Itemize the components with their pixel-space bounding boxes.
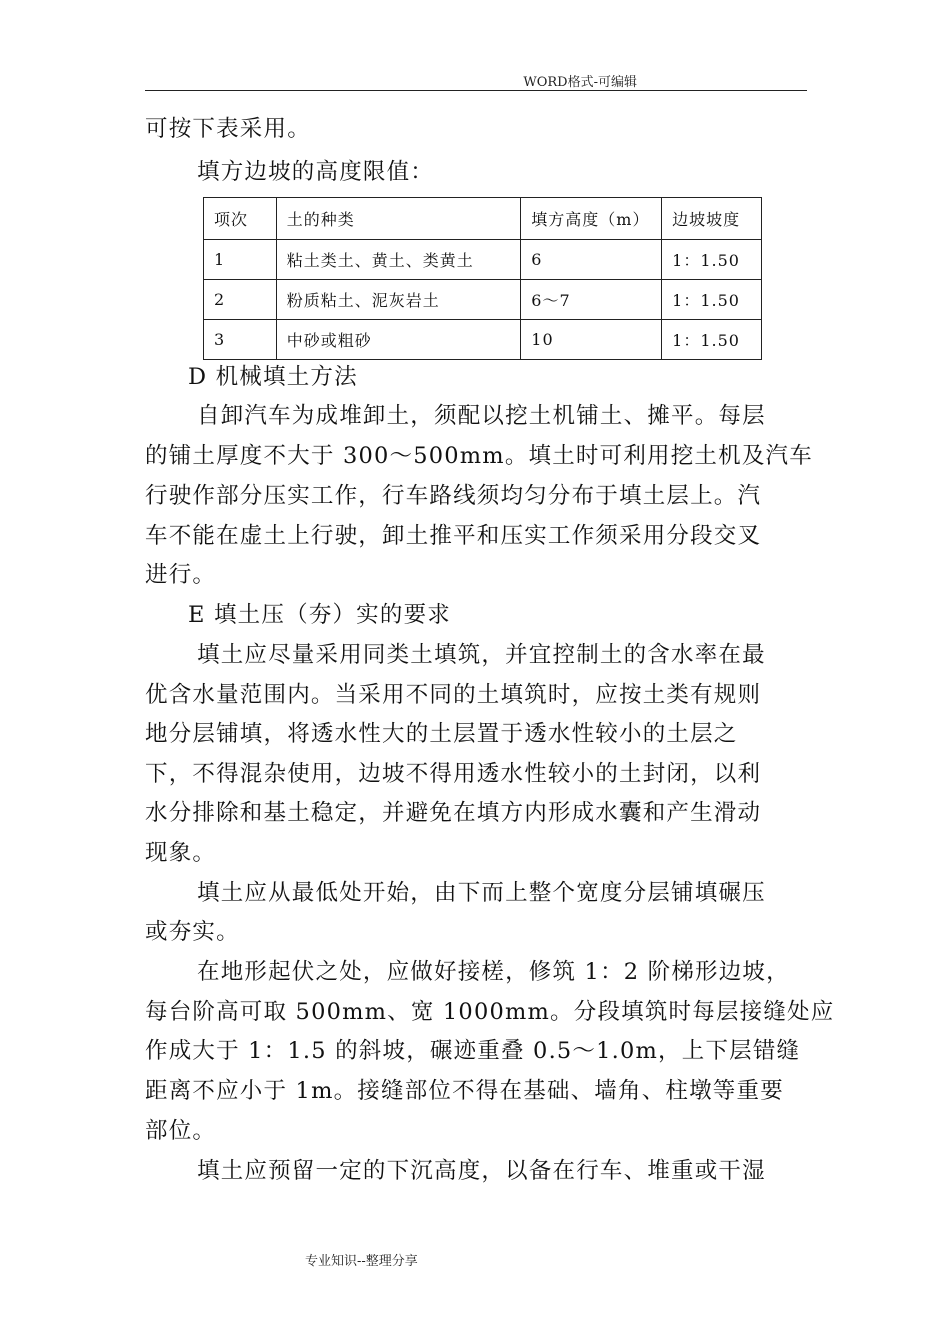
paragraph-line: 的铺土厚度不大于 300～500mm。填土时可利用挖土机及汽车: [145, 443, 813, 469]
paragraph-line: 距离不应小于 1m。接缝部位不得在基础、墙角、柱墩等重要: [145, 1078, 784, 1104]
paragraph-line: 自卸汽车为成堆卸土，须配以挖土机铺土、摊平。每层: [197, 403, 766, 429]
table-cell: 1：1.50: [662, 280, 762, 320]
table-row: [204, 320, 762, 360]
section-heading-e: E 填土压（夯）实的要求: [188, 602, 451, 628]
page-header: [145, 66, 807, 91]
table-header-cell: 土的种类: [276, 198, 521, 240]
paragraph-line: 填土应从最低处开始，由下而上整个宽度分层铺填碾压: [197, 880, 766, 906]
section-heading-d: D 机械填土方法: [188, 364, 358, 390]
paragraph-line: 部位。: [145, 1118, 217, 1144]
slope-height-table: [203, 197, 762, 360]
table-cell: 10: [521, 320, 662, 360]
table-cell: 6～7: [521, 280, 662, 320]
table-cell: 粘土类土、黄土、类黄土: [276, 240, 521, 280]
table-cell: 1: [204, 240, 277, 280]
table-cell: 粉质粘土、泥灰岩土: [276, 280, 521, 320]
paragraph-line: 或夯实。: [145, 919, 240, 945]
paragraph-line: 行驶作部分压实工作，行车路线须均匀分布于填土层上。汽: [145, 483, 762, 509]
paragraph-line: 在地形起伏之处，应做好接槎，修筑 1：2 阶梯形边坡，: [197, 959, 790, 985]
table-header-row: [204, 198, 762, 240]
paragraph-line: 现象。: [145, 840, 217, 866]
paragraph-line: 填土应尽量采用同类土填筑，并宜控制土的含水率在最: [197, 642, 766, 668]
header-text: WORD格式-可编辑: [523, 75, 637, 90]
table-caption: 填方边坡的高度限值：: [197, 159, 435, 185]
paragraph-line: 每台阶高可取 500mm、宽 1000mm。分段填筑时每层接缝处应: [145, 999, 835, 1025]
paragraph-line: 进行。: [145, 562, 217, 588]
table-cell: 中砂或粗砂: [276, 320, 521, 360]
paragraph-line: 填土应预留一定的下沉高度，以备在行车、堆重或干湿: [197, 1158, 766, 1184]
table-cell: 6: [521, 240, 662, 280]
paragraph-line: 地分层铺填，将透水性大的土层置于透水性较小的土层之: [145, 721, 738, 747]
table-cell: 2: [204, 280, 277, 320]
table-cell: 3: [204, 320, 277, 360]
paragraph-text: 可按下表采用。: [145, 116, 311, 142]
paragraph-line: 优含水量范围内。当采用不同的土填筑时，应按土类有规则: [145, 682, 762, 708]
table-cell: 1：1.50: [662, 240, 762, 280]
paragraph-line: 水分排除和基土稳定，并避免在填方内形成水囊和产生滑动: [145, 800, 762, 826]
table-row: [204, 240, 762, 280]
paragraph-line: 作成大于 1：1.5 的斜坡，碾迹重叠 0.5～1.0m，上下层错缝: [145, 1038, 801, 1064]
paragraph-line: 下，不得混杂使用，边坡不得用透水性较小的土封闭，以利: [145, 761, 762, 787]
table-header-cell: 填方高度（m）: [521, 198, 662, 240]
paragraph-line: 车不能在虚土上行驶，卸土推平和压实工作须采用分段交叉: [145, 523, 762, 549]
table-header-cell: 边坡坡度: [662, 198, 762, 240]
page-footer: 专业知识--整理分享: [305, 1254, 418, 1269]
table-header-cell: 项次: [204, 198, 277, 240]
table-cell: 1：1.50: [662, 320, 762, 360]
table-row: [204, 280, 762, 320]
